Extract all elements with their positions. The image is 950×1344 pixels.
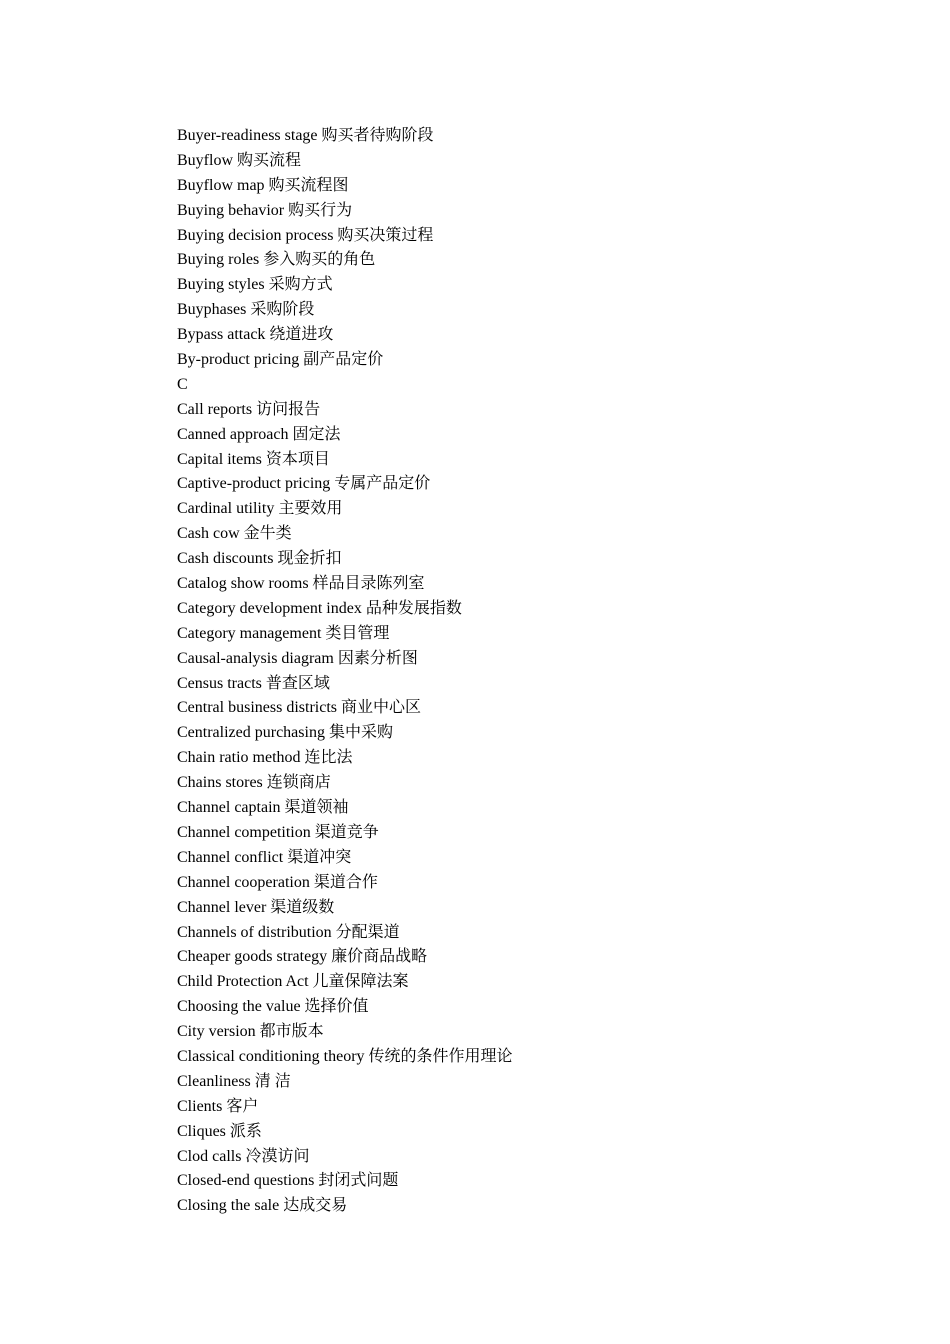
glossary-entry: Centralized purchasing 集中采购 bbox=[177, 724, 393, 742]
glossary-entry: Cliques 派系 bbox=[177, 1122, 262, 1140]
glossary-entry: Buyer-readiness stage 购买者待购阶段 bbox=[177, 127, 434, 144]
glossary-entry: Category management 类目管理 bbox=[177, 624, 390, 642]
glossary-entry: Buying roles 参入购买的角色 bbox=[177, 251, 376, 269]
glossary-entry: Clod calls 冷漠访问 bbox=[177, 1147, 310, 1165]
glossary-entry: Channel cooperation 渠道合作 bbox=[177, 873, 378, 891]
glossary-entry: Cardinal utility 主要效用 bbox=[177, 500, 343, 518]
glossary-entry: Central business districts 商业中心区 bbox=[177, 699, 421, 717]
glossary-entry: Chains stores 连锁商店 bbox=[177, 774, 331, 792]
glossary-entry: City version 都市版本 bbox=[177, 1023, 324, 1041]
glossary-entry: Channel conflict 渠道冲突 bbox=[177, 848, 352, 866]
glossary-entry: Buyflow map 购买流程图 bbox=[177, 176, 349, 194]
glossary-entry: Buying styles 采购方式 bbox=[177, 276, 333, 294]
glossary-entry: Clients 客户 bbox=[177, 1097, 259, 1115]
glossary-entry: Closed-end questions 封闭式问题 bbox=[177, 1172, 399, 1190]
section-letter: C bbox=[177, 375, 188, 393]
glossary-entry: Buyphases 采购阶段 bbox=[177, 301, 315, 319]
glossary-entry: Catalog show rooms 样品目录陈列室 bbox=[177, 575, 425, 593]
glossary-entry: Cash cow 金牛类 bbox=[177, 525, 292, 543]
glossary-entry: Channel competition 渠道竞争 bbox=[177, 823, 379, 841]
glossary-entry: Cleanliness 清 洁 bbox=[177, 1072, 291, 1090]
glossary-entry: Cash discounts 现金折扣 bbox=[177, 550, 342, 568]
glossary-entry: By-product pricing 副产品定价 bbox=[177, 351, 384, 369]
glossary-entry: Chain ratio method 连比法 bbox=[177, 749, 353, 767]
glossary-entry: Channels of distribution 分配渠道 bbox=[177, 923, 400, 941]
glossary-list bbox=[177, 124, 513, 1219]
glossary-entry: Capital items 资本项目 bbox=[177, 450, 330, 468]
glossary-entry: Causal-analysis diagram 因素分析图 bbox=[177, 649, 418, 667]
glossary-entry: Captive-product pricing 专属产品定价 bbox=[177, 475, 431, 493]
glossary-entry: Choosing the value 选择价值 bbox=[177, 998, 369, 1016]
glossary-entry: Classical conditioning theory 传统的条件作用理论 bbox=[177, 1047, 513, 1065]
glossary-entry: Child Protection Act 儿童保障法案 bbox=[177, 973, 409, 991]
glossary-entry: Canned approach 固定法 bbox=[177, 425, 341, 443]
glossary-entry: Channel lever 渠道级数 bbox=[177, 898, 335, 916]
glossary-entry: Channel captain 渠道领袖 bbox=[177, 799, 349, 817]
glossary-entry: Buying decision process 购买决策过程 bbox=[177, 226, 434, 244]
glossary-entry: Call reports 访问报告 bbox=[177, 400, 321, 418]
glossary-entry: Bypass attack 绕道进攻 bbox=[177, 326, 334, 344]
glossary-entry: Category development index 品种发展指数 bbox=[177, 599, 462, 617]
glossary-entry: Closing the sale 达成交易 bbox=[177, 1197, 348, 1215]
glossary-entry: Census tracts 普查区域 bbox=[177, 674, 330, 692]
glossary-entry: Buying behavior 购买行为 bbox=[177, 201, 353, 219]
glossary-entry: Cheaper goods strategy 廉价商品战略 bbox=[177, 948, 428, 966]
glossary-entry: Buyflow 购买流程 bbox=[177, 151, 302, 169]
